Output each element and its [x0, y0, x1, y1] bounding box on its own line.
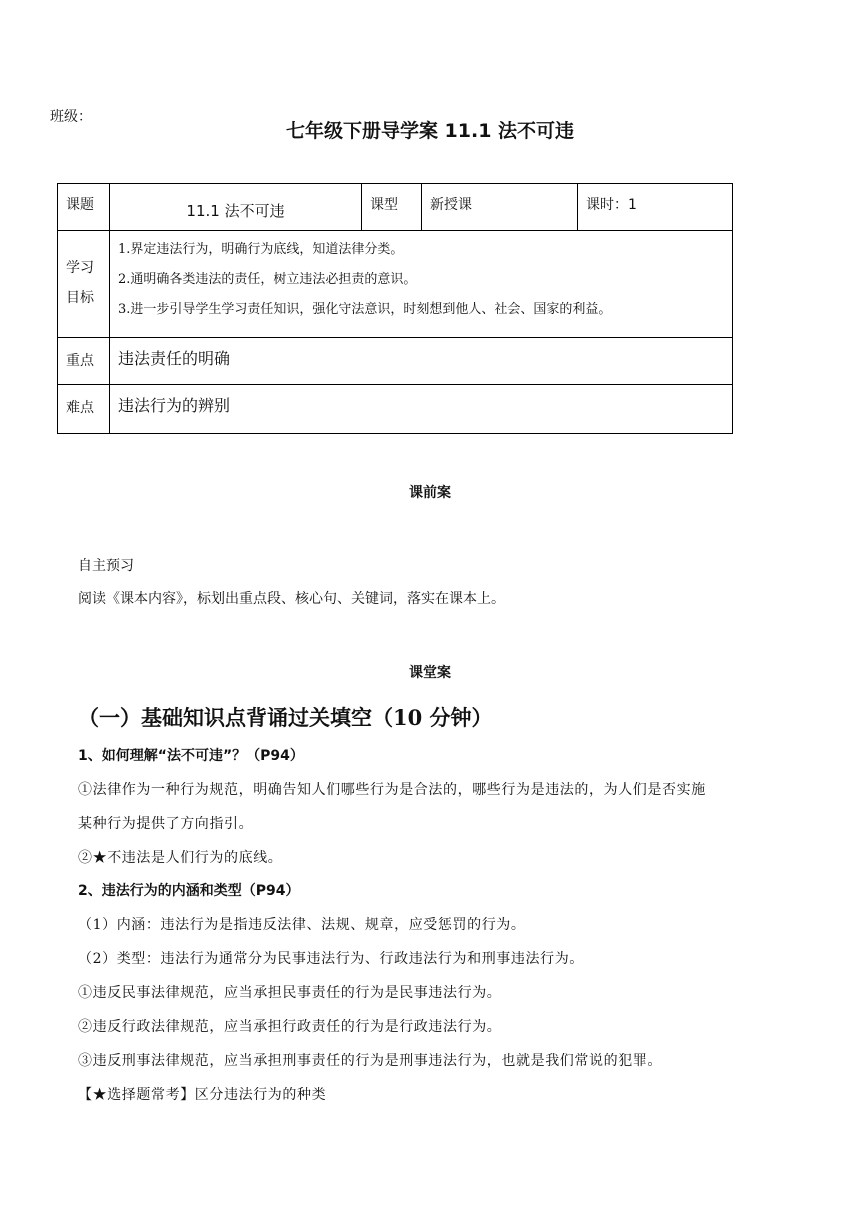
goal-item: 2.通明确各类违法的责任，树立违法必担责的意识。 — [118, 272, 417, 287]
question-1: 1、如何理解“法不可违”？（P94） — [78, 748, 304, 764]
q1-line: ①法律作为一种行为规范，明确告知人们哪些行为是合法的，哪些行为是违法的，为人们是否实施 — [78, 782, 706, 798]
q2-line: ①违反民事法律规范，应当承担民事责任的行为是民事违法行为。 — [78, 985, 502, 1001]
info-table — [57, 183, 733, 434]
topic-label: 课题 — [66, 197, 94, 213]
q2-line: （1）内涵：违法行为是指违反法律、法规、规章，应受惩罚的行为。 — [78, 917, 526, 933]
q2-line: （2）类型：违法行为通常分为民事违法行为、行政违法行为和刑事违法行为。 — [78, 951, 584, 967]
difficulty-row — [58, 385, 733, 434]
goal-item: 3.进一步引导学生学习责任知识，强化守法意识，时刻想到他人、社会、国家的利益。 — [118, 302, 612, 317]
q2-note: 【★选择题常考】区分违法行为的种类 — [78, 1087, 327, 1103]
goal-item: 1.界定违法行为，明确行为底线，知道法律分类。 — [118, 242, 404, 257]
difficulty-label: 难点 — [66, 400, 94, 416]
document-title: 七年级下册导学案 11.1 法不可违 — [285, 120, 575, 142]
goals-label — [58, 231, 109, 313]
class-label: 班级： — [50, 109, 92, 125]
goals-row — [58, 231, 733, 338]
self-study-label: 自主预习 — [78, 558, 134, 574]
q2-line: ②违反行政法律规范，应当承担行政责任的行为是行政违法行为。 — [78, 1019, 502, 1035]
topic-row — [58, 184, 733, 231]
key-point-value: 违法责任的明确 — [118, 349, 231, 368]
q1-line: ②★不违法是人们行为的底线。 — [78, 850, 283, 866]
q2-line: ③违反刑事法律规范，应当承担刑事责任的行为是刑事违法行为，也就是我们常说的犯罪。 — [78, 1053, 662, 1069]
period-label: 课时：1 — [586, 197, 637, 213]
q1-line: 某种行为提供了方向指引。 — [78, 816, 254, 832]
preclass-heading: 课前案 — [409, 485, 451, 501]
question-2: 2、违法行为的内涵和类型（P94） — [78, 883, 300, 899]
goals-list — [110, 231, 732, 325]
key-point-row — [58, 338, 733, 385]
inclass-heading: 课堂案 — [409, 665, 451, 681]
goals-label-line-2: 目标 — [66, 290, 94, 306]
topic-value: 11.1 法不可违 — [186, 202, 285, 220]
type-value: 新授课 — [430, 197, 472, 213]
goals-label-line-1: 学习 — [66, 260, 94, 276]
difficulty-value: 违法行为的辨别 — [118, 396, 231, 415]
type-label: 课型 — [370, 197, 398, 213]
section-title: （一）基础知识点背诵过关填空（10 分钟） — [78, 705, 493, 730]
key-point-label: 重点 — [66, 353, 94, 369]
preclass-instruction: 阅读《课本内容》，标划出重点段、核心句、关键词，落实在课本上。 — [78, 591, 505, 607]
